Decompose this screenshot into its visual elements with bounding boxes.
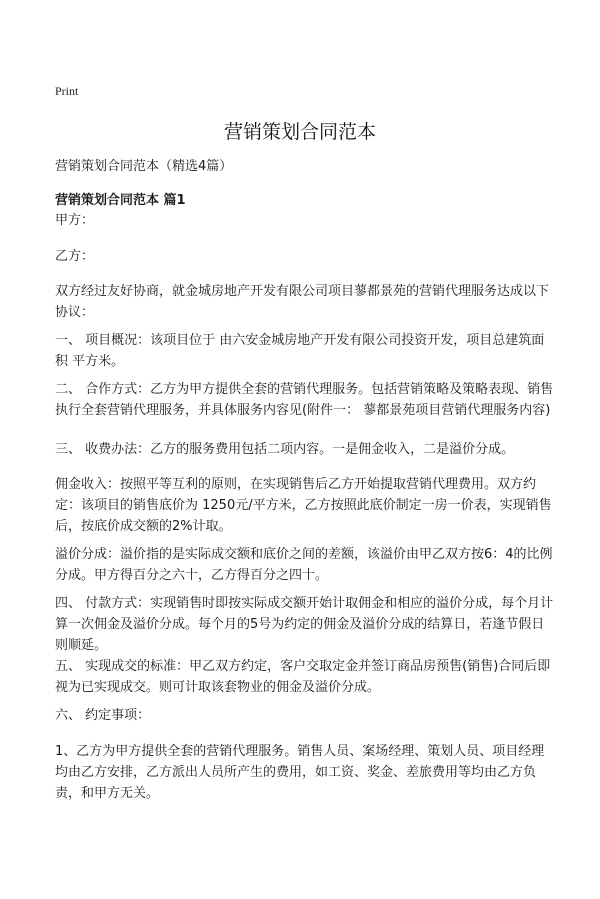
paragraph-term-1: 1、乙方为甲方提供全套的营销代理服务。销售人员、案场经理、策划人员、项目经理均由乙方安排，乙方派出人员所产生的费用，如工资、奖金、差旅费用等均由乙方负责，和甲方无关。 — [55, 744, 545, 801]
paragraph-cooperation: 二、 合作方式：乙方为甲方提供全套的营销代理服务。包括营销策略及策略表现、销售执行全套营销代理服务，并具体服务内容见(附件一： 蓼都景苑项目营销代理服务内容) — [55, 382, 554, 418]
paragraph-fees: 三、 收费办法：乙方的服务费用包括二项内容。一是佣金收入，二是溢价分成。 — [55, 442, 515, 457]
print-label: Print — [55, 84, 79, 98]
document-title: 营销策划合同范本 — [223, 121, 376, 143]
paragraph-project-overview: 一、 项目概况：该项目位于 由六安金城房地产开发有限公司投资开发，项目总建筑面积 平方米。 — [55, 333, 545, 369]
paragraph-commission: 佣金收入：按照平等互利的原则，在实现销售后乙方开始提取营销代理费用。双方约定：该项目的销售底价为 1250元/平方米，乙方按照此底价制定一房一价表，实现销售后，按底价成交额的2%计取。 — [55, 477, 552, 534]
section-heading: 营销策划合同范本 篇1 — [55, 193, 186, 208]
paragraph-payment: 四、 付款方式：实现销售时即按实际成交额开始计取佣金和相应的溢价分成，每个月计算一次佣金及溢价分成。每个月的5号为约定的佣金及溢价分成的结算日，若逢节假日则顺延。 — [55, 596, 554, 653]
paragraph-deal-standard: 五、 实现成交的标准：甲乙双方约定，客户交取定金并签订商品房预售(销售)合同后即视为已实现成交。则可计取该套物业的佣金及溢价分成。 — [55, 659, 551, 695]
paragraph-premium-share: 溢价分成：溢价指的是实际成交额和底价之间的差额，该溢价由甲乙双方按6：4的比例分成。甲方得百分之六十，乙方得百分之四十。 — [55, 547, 553, 583]
paragraph-party-b: 乙方： — [55, 249, 95, 264]
paragraph-party-a: 甲方： — [55, 213, 95, 228]
document-subtitle: 营销策划合同范本（精选4篇） — [55, 159, 233, 174]
paragraph-terms-heading: 六、 约定事项： — [55, 708, 151, 723]
paragraph-intro: 双方经过友好协商，就金城房地产开发有限公司项目蓼都景苑的营销代理服务达成以下协议： — [55, 284, 550, 320]
